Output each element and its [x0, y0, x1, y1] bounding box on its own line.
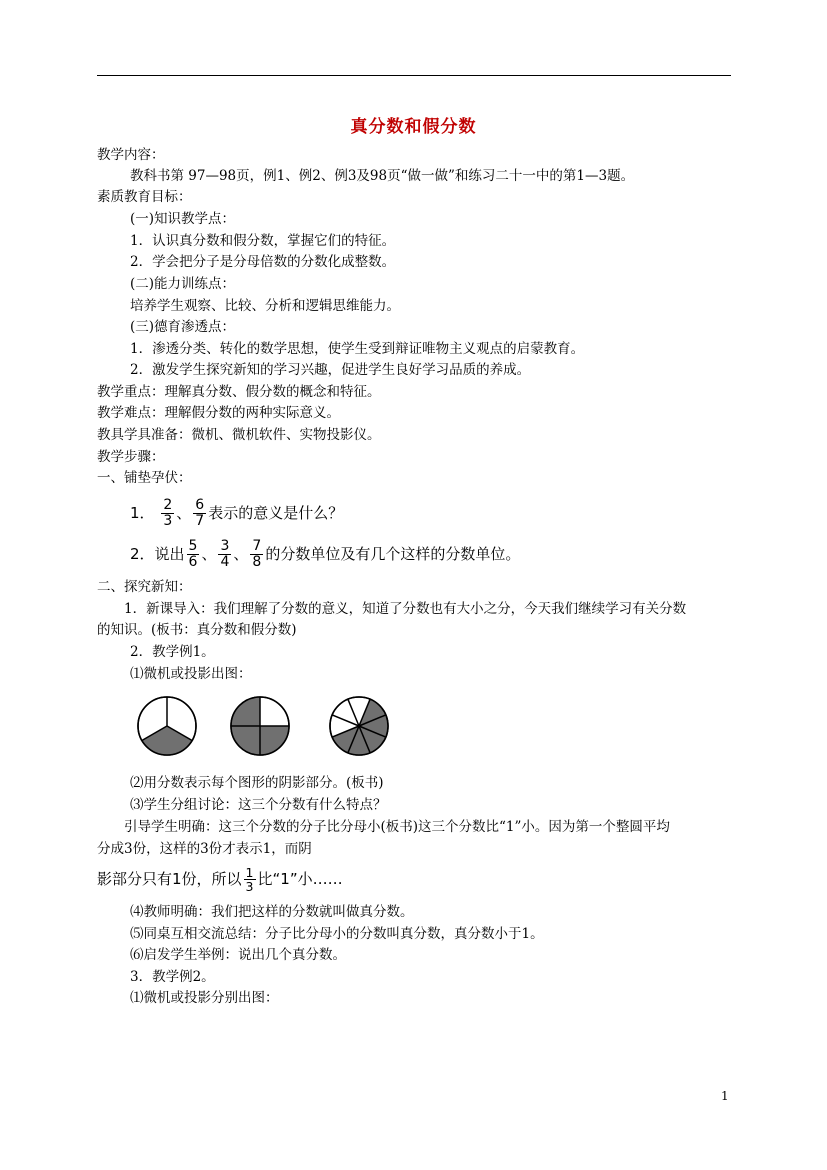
example-1-step-3: ⑶学生分组讨论：这三个分数有什么特点？: [130, 797, 387, 813]
example-1-step-6: ⑹启发学生举例：说出几个真分数。: [130, 947, 346, 963]
question-1: 1． $\frac{2}{3}$ 、 $\frac{6}{7}$ 表示的意义是什么？: [130, 497, 344, 529]
key-point: 教学重点：理解真分数、假分数的概念和特征。: [97, 384, 381, 400]
example-1-step-1: ⑴微机或投影出图：: [130, 666, 252, 682]
circle-eighths: [330, 697, 388, 755]
question-2-prefix: 2．说出: [130, 545, 185, 563]
fraction-6-7: $\frac{6}{7}$: [195, 497, 205, 529]
document-title: 真分数和假分数: [350, 117, 477, 137]
fraction-5-6: $\frac{5}{6}$: [188, 538, 198, 570]
page-number: 1: [721, 1089, 729, 1103]
guide-line-3: 影部分只有1份，所以 $\frac{1}{3}$ 比“1”小……: [97, 865, 343, 894]
steps-label: 教学步骤：: [97, 449, 165, 465]
example-1-step-2: ⑵用分数表示每个图形的阴影部分。(板书): [130, 775, 384, 791]
guide-line-2: 分成3份，这样的3份才表示1，而阴: [97, 841, 312, 857]
question-1-prefix: 1．: [130, 504, 155, 522]
part2-heading: 二、探究新知：: [97, 579, 192, 595]
knowledge-heading: (一)知识教学点：: [130, 211, 236, 227]
question-1-suffix: 表示的意义是什么？: [208, 504, 344, 522]
moral-item-2: 2．激发学生探究新知的学习兴趣，促进学生良好学习品质的养成。: [130, 362, 531, 378]
fraction-2-3: $\frac{2}{3}$: [163, 497, 173, 529]
fraction-1-3: $\frac{1}{3}$: [245, 865, 254, 894]
ability-heading: (二)能力训练点：: [130, 276, 236, 292]
content-text: 教科书第 97—98页，例1、例2、例3及98页“做一做”和练习二十一中的第1—3题。: [130, 168, 635, 184]
example-2-heading: 3．教学例2。: [130, 969, 215, 985]
knowledge-item-1: 1．认识真分数和假分数，掌握它们的特征。: [130, 233, 396, 249]
intro-line-1: 1．新课导入：我们理解了分数的意义，知道了分数也有大小之分，今天我们继续学习有关分数: [124, 601, 687, 617]
example-2-step-1: ⑴微机或投影分别出图：: [130, 990, 279, 1006]
fraction-circles-figure: [130, 693, 400, 759]
part1-heading: 一、铺垫孕伏：: [97, 470, 192, 486]
fraction-7-8: $\frac{7}{8}$: [252, 538, 262, 570]
content-label: 教学内容：: [97, 147, 165, 163]
circle-quarters: [231, 697, 289, 755]
goals-label: 素质教育目标：: [97, 189, 192, 205]
fraction-3-4: $\frac{3}{4}$: [220, 538, 230, 570]
ability-text: 培养学生观察、比较、分析和逻辑思维能力。: [130, 298, 400, 314]
moral-heading: (三)德育渗透点：: [130, 319, 236, 335]
example-1-step-5: ⑸同桌互相交流总结：分子比分母小的分数叫真分数，真分数小于1。: [130, 926, 544, 942]
header-rule: [97, 75, 731, 76]
circle-thirds: [138, 697, 196, 755]
question-2-suffix: 的分数单位及有几个这样的分数单位。: [265, 545, 521, 563]
moral-item-1: 1．渗透分类、转化的数学思想，使学生受到辩证唯物主义观点的启蒙教育。: [130, 341, 585, 357]
question-2: 2．说出 $\frac{5}{6}$ 、 $\frac{3}{4}$ 、 $\frac{7}{8}$ 的分数单位及有几个这样的分数单位。: [130, 538, 521, 570]
knowledge-item-2: 2．学会把分子是分母倍数的分数化成整数。: [130, 254, 396, 270]
difficulty: 教学难点：理解假分数的两种实际意义。: [97, 405, 340, 421]
example-1-heading: 2．教学例1。: [130, 644, 215, 660]
tools: 教具学具准备：微机、微机软件、实物投影仪。: [97, 427, 381, 443]
example-1-step-4: ⑷教师明确：我们把这样的分数就叫做真分数。: [130, 904, 414, 920]
intro-line-2: 的知识。(板书：真分数和假分数): [97, 622, 297, 638]
guide-line-1: 引导学生明确：这三个分数的分子比分母小(板书)这三个分数比“1”小。因为第一个整圆平均: [124, 819, 670, 835]
